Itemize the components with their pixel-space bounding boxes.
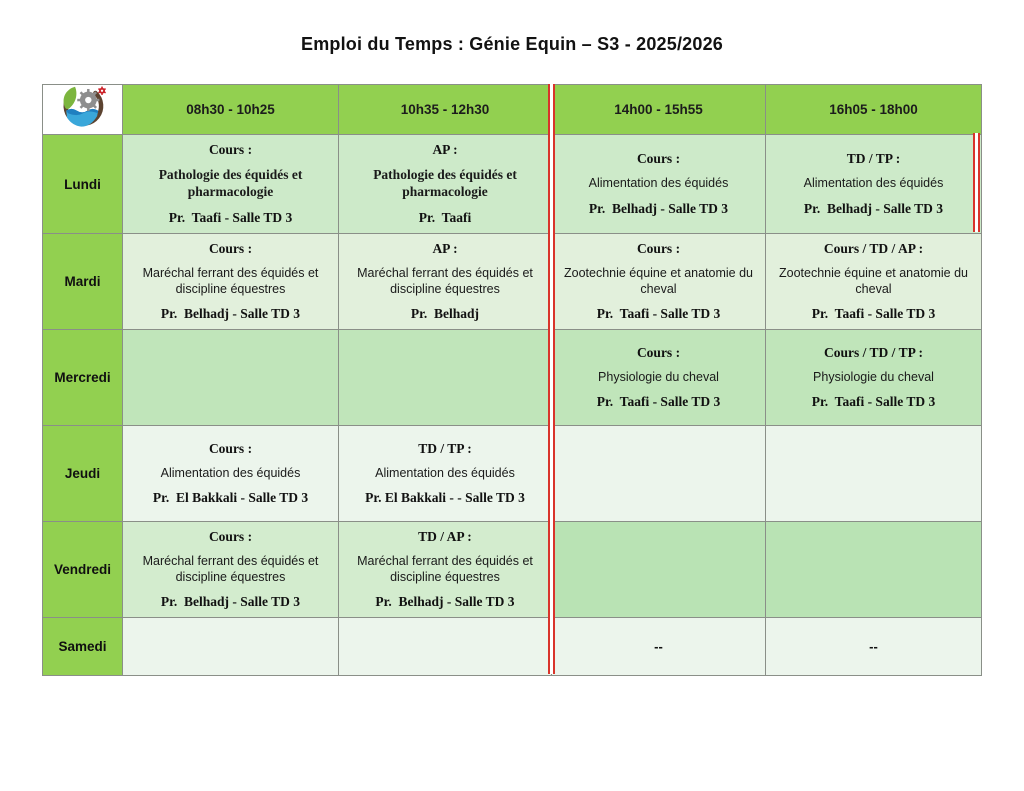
empty-cell [339, 330, 552, 426]
empty-cell [552, 522, 766, 618]
course-subject: Pathologie des équidés et pharmacologie [373, 167, 517, 199]
course-subject: Maréchal ferrant des équidés et discipline équestres [142, 553, 319, 584]
course-type: TD / AP : [418, 528, 472, 544]
course-cell [339, 522, 552, 618]
eco-gear-water-leaf-logo-icon [55, 85, 111, 131]
course-cell [123, 234, 339, 330]
course-subject: Alimentation des équidés [588, 176, 729, 191]
timetable [42, 84, 981, 676]
course-subject: Alimentation des équidés [803, 176, 944, 191]
course-type: Cours / TD / AP : [823, 240, 924, 256]
empty-cell [766, 426, 982, 522]
course-type: Cours : [208, 528, 253, 544]
course-cell [339, 135, 552, 234]
course-type: Cours / TD / TP : [824, 344, 923, 360]
course-prof: Pr. Taafi - Salle TD 3 [811, 394, 936, 410]
course-prof: Pr. Taafi - Salle TD 3 [168, 209, 293, 225]
course-subject: Physiologie du cheval [598, 369, 719, 384]
course-cell [123, 135, 339, 234]
course-type: Cours : [636, 151, 681, 167]
course-prof: Pr. Belhadj - Salle TD 3 [588, 200, 729, 216]
page-title: Emploi du Temps : Génie Equin – S3 - 2025/2026 [301, 34, 723, 54]
row-jeudi [43, 426, 982, 522]
course-prof: Pr. Belhadj - Salle TD 3 [375, 594, 515, 610]
empty-cell [123, 618, 339, 676]
course-prof: Pr. Taafi - Salle TD 3 [811, 306, 936, 322]
dash-cell [766, 618, 982, 676]
red-divider-line [548, 84, 555, 674]
course-type: TD / TP : [846, 151, 901, 167]
course-type: AP : [432, 240, 458, 256]
red-edge-line [973, 133, 980, 232]
empty-cell [339, 618, 552, 676]
day-cell-jeudi: Jeudi [43, 426, 123, 522]
dash-placeholder: -- [654, 639, 663, 654]
course-prof: Pr. Belhadj - Salle TD 3 [160, 306, 301, 322]
course-cell [552, 330, 766, 426]
course-prof: Pr. Taafi - Salle TD 3 [596, 306, 721, 322]
dash-cell [552, 618, 766, 676]
course-cell [552, 135, 766, 234]
day-cell-mardi: Mardi [43, 234, 123, 330]
course-type: Cours : [636, 344, 681, 360]
time-header-2: 10h35 - 12h30 [339, 85, 552, 135]
day-cell-lundi: Lundi [43, 135, 123, 234]
course-subject: Alimentation des équidés [375, 465, 515, 480]
course-prof: Pr. Belhadj - Salle TD 3 [160, 594, 301, 610]
course-cell [766, 234, 982, 330]
course-cell [123, 426, 339, 522]
empty-cell [123, 330, 339, 426]
row-vendredi [43, 522, 982, 618]
row-mardi [43, 234, 982, 330]
course-subject: Maréchal ferrant des équidés et discipline équestres [142, 265, 319, 296]
timetable-table [42, 84, 982, 676]
time-header-4: 16h05 - 18h00 [766, 85, 982, 135]
course-prof: Pr. Taafi - Salle TD 3 [596, 394, 721, 410]
course-type: Cours : [208, 142, 253, 158]
course-cell [766, 330, 982, 426]
course-type: Cours : [636, 240, 681, 256]
course-cell [339, 234, 552, 330]
day-cell-mercredi: Mercredi [43, 330, 123, 426]
course-subject: Physiologie du cheval [813, 369, 934, 384]
empty-cell [552, 426, 766, 522]
course-prof: Pr. Taafi [418, 209, 472, 225]
logo-cell [43, 85, 123, 135]
course-prof: Pr. El Bakkali - Salle TD 3 [152, 490, 309, 506]
course-type: AP : [432, 142, 458, 158]
time-header-1: 08h30 - 10h25 [123, 85, 339, 135]
course-type: TD / TP : [418, 440, 472, 456]
course-type: Cours : [208, 440, 253, 456]
course-cell [123, 522, 339, 618]
course-prof: Pr. El Bakkali - - Salle TD 3 [365, 490, 525, 506]
course-subject: Maréchal ferrant des équidés et discipline équestres [357, 553, 533, 584]
course-subject: Zootechnie équine et anatomie du cheval [563, 265, 754, 296]
time-header-3: 14h00 - 15h55 [552, 85, 766, 135]
course-prof: Pr. Belhadj - Salle TD 3 [803, 200, 944, 216]
course-subject: Alimentation des équidés [160, 465, 301, 480]
course-cell [552, 234, 766, 330]
course-subject: Zootechnie équine et anatomie du cheval [778, 265, 969, 296]
course-cell [339, 426, 552, 522]
course-prof: Pr. Belhadj [410, 306, 480, 322]
row-mercredi [43, 330, 982, 426]
day-cell-vendredi: Vendredi [43, 522, 123, 618]
course-subject: Maréchal ferrant des équidés et discipline équestres [357, 265, 533, 296]
course-cell [766, 135, 982, 234]
course-type: Cours : [208, 240, 253, 256]
header-row [43, 85, 982, 135]
row-samedi [43, 618, 982, 676]
empty-cell [766, 522, 982, 618]
day-cell-samedi: Samedi [43, 618, 123, 676]
row-lundi [43, 135, 982, 234]
course-subject: Pathologie des équidés et pharmacologie [158, 167, 303, 199]
dash-placeholder: -- [869, 639, 878, 654]
